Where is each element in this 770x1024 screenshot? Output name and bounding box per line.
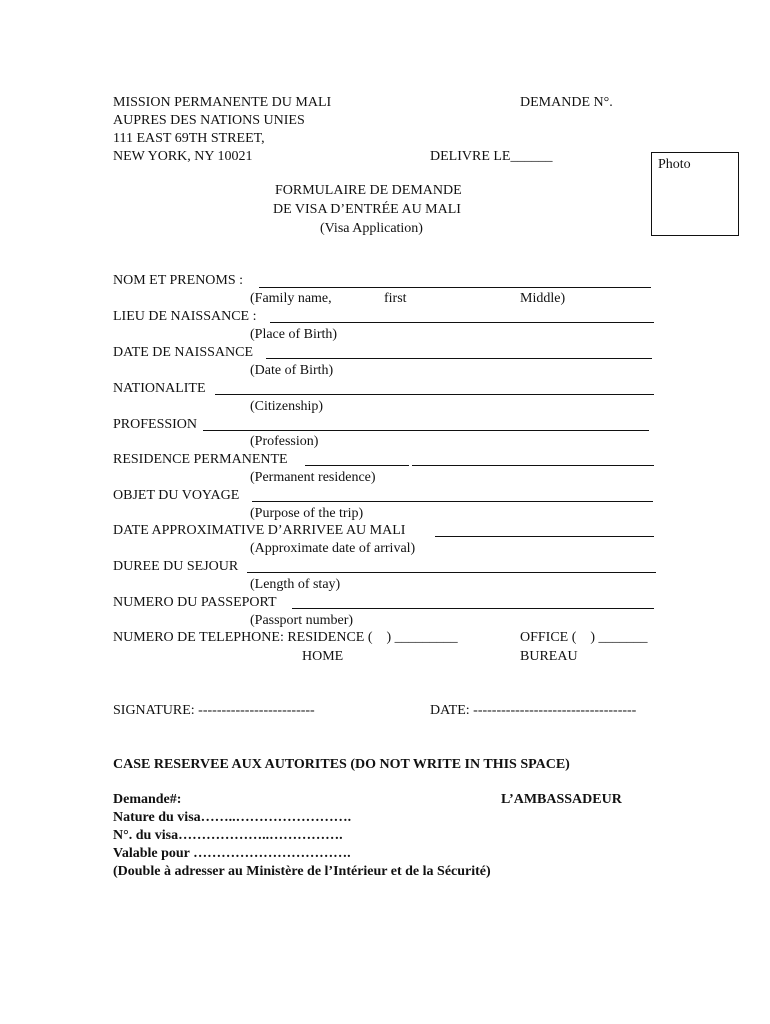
family-name-hint: (Family name, bbox=[250, 291, 332, 306]
arrivee-label: DATE APPROXIMATIVE D’ARRIVEE AU MALI bbox=[113, 523, 406, 538]
length-of-stay-hint: (Length of stay) bbox=[250, 577, 341, 592]
duree-sejour-field[interactable] bbox=[247, 572, 656, 573]
passport-number-hint: (Passport number) bbox=[250, 613, 354, 628]
official-demande-label: Demande#: bbox=[113, 792, 182, 807]
ministere-note: (Double à adresser au Ministère de l’Intérieur et de la Sécurité) bbox=[113, 864, 491, 879]
date-naissance-field[interactable] bbox=[266, 358, 652, 359]
nationalite-label: NATIONALITE bbox=[113, 381, 206, 396]
address-line1: 111 EAST 69TH STREET, bbox=[113, 131, 265, 146]
form-title-line2: DE VISA D’ENTRÉE AU MALI bbox=[273, 202, 461, 217]
objet-voyage-label: OBJET DU VOYAGE bbox=[113, 488, 240, 503]
photo-label: Photo bbox=[658, 157, 691, 172]
profession-label: PROFESSION bbox=[113, 417, 198, 432]
demande-number-label: DEMANDE N°. bbox=[520, 95, 613, 110]
profession-hint: (Profession) bbox=[250, 434, 319, 449]
nationalite-field[interactable] bbox=[215, 394, 654, 395]
passeport-field[interactable] bbox=[292, 608, 654, 609]
purpose-hint: (Purpose of the trip) bbox=[250, 506, 364, 521]
numero-visa-label: N°. du visa………………..……………. bbox=[113, 828, 343, 843]
ambassadeur-label: L’AMBASSADEUR bbox=[501, 792, 622, 807]
arrivee-field[interactable] bbox=[435, 536, 654, 537]
date-field[interactable]: DATE: ----------------------------------- bbox=[430, 703, 637, 718]
org-name-line2: AUPRES DES NATIONS UNIES bbox=[113, 113, 305, 128]
nom-prenoms-label: NOM ET PRENOMS : bbox=[113, 273, 244, 288]
middle-name-hint: Middle) bbox=[520, 291, 566, 306]
profession-field[interactable] bbox=[203, 430, 649, 431]
arrival-date-hint: (Approximate date of arrival) bbox=[250, 541, 416, 556]
signature-field[interactable]: SIGNATURE: ------------------------- bbox=[113, 703, 315, 718]
delivre-le-field[interactable]: DELIVRE LE______ bbox=[430, 149, 553, 164]
objet-voyage-field[interactable] bbox=[252, 501, 653, 502]
valable-pour-label: Valable pour ……………………………. bbox=[113, 846, 351, 861]
permanent-residence-hint: (Permanent residence) bbox=[250, 470, 376, 485]
telephone-office-field[interactable]: OFFICE ( ) _______ bbox=[520, 630, 648, 645]
nom-prenoms-field[interactable] bbox=[259, 287, 651, 288]
lieu-naissance-label: LIEU DE NAISSANCE : bbox=[113, 309, 257, 324]
residence-field-part2[interactable] bbox=[412, 465, 654, 466]
citizenship-hint: (Citizenship) bbox=[250, 399, 324, 414]
address-line2: NEW YORK, NY 10021 bbox=[113, 149, 253, 164]
place-of-birth-hint: (Place of Birth) bbox=[250, 327, 338, 342]
date-naissance-label: DATE DE NAISSANCE bbox=[113, 345, 253, 360]
photo-box[interactable] bbox=[651, 152, 739, 236]
form-title-line3: (Visa Application) bbox=[320, 221, 423, 236]
official-section-heading: CASE RESERVEE AUX AUTORITES (DO NOT WRITE IN THIS SPACE) bbox=[113, 757, 570, 772]
nature-visa-label: Nature du visa……..……………………. bbox=[113, 810, 352, 825]
lieu-naissance-field[interactable] bbox=[270, 322, 654, 323]
telephone-home-hint: HOME bbox=[302, 649, 344, 664]
org-name-line1: MISSION PERMANENTE DU MALI bbox=[113, 95, 332, 110]
first-name-hint: first bbox=[384, 291, 407, 306]
passeport-label: NUMERO DU PASSEPORT bbox=[113, 595, 277, 610]
duree-sejour-label: DUREE DU SEJOUR bbox=[113, 559, 239, 574]
date-of-birth-hint: (Date of Birth) bbox=[250, 363, 334, 378]
telephone-bureau-hint: BUREAU bbox=[520, 649, 578, 664]
form-title-line1: FORMULAIRE DE DEMANDE bbox=[275, 183, 462, 198]
residence-label: RESIDENCE PERMANENTE bbox=[113, 452, 288, 467]
telephone-residence-field[interactable]: NUMERO DE TELEPHONE: RESIDENCE ( ) _________ bbox=[113, 630, 458, 645]
residence-field-part1[interactable] bbox=[305, 465, 409, 466]
